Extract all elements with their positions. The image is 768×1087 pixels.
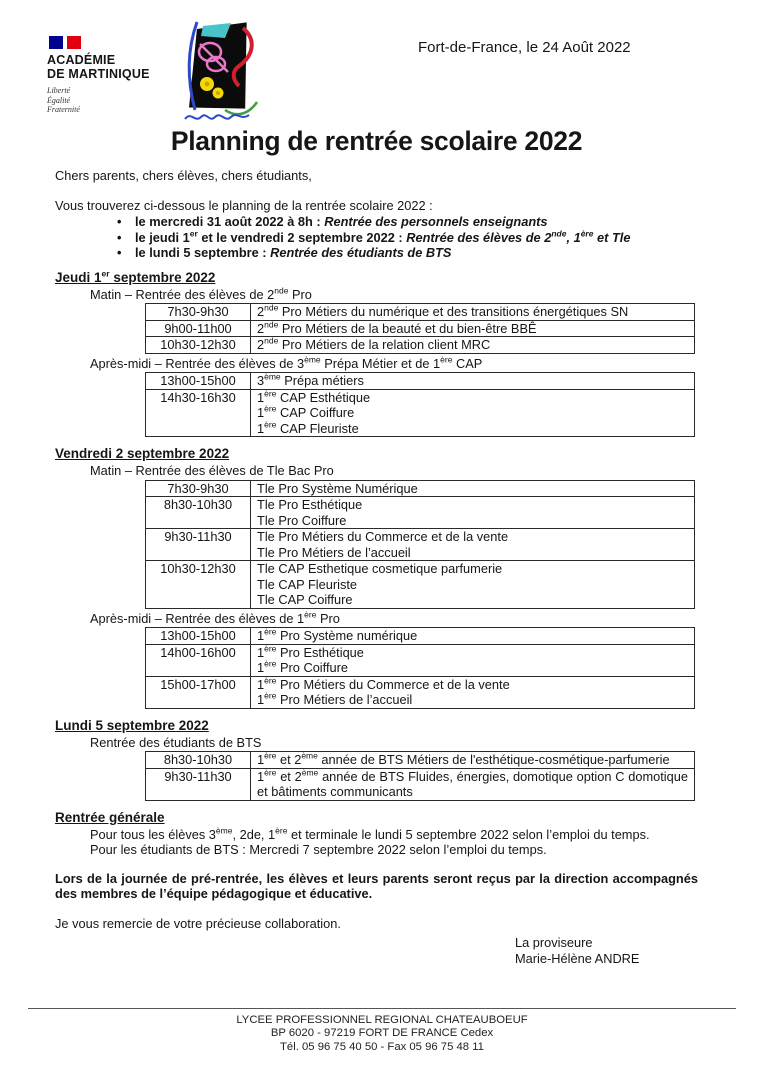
- time-slot: 10h30-12h30: [146, 337, 251, 354]
- class-line: 1ère CAP Coiffure: [257, 403, 355, 420]
- signature-name: Marie-Hélène ANDRE: [515, 951, 640, 966]
- class-line: 3ème Prépa métiers: [257, 371, 364, 388]
- flag-red-block: [67, 36, 81, 49]
- section-heading: Lundi 5 septembre 2022: [55, 717, 209, 733]
- footer-address: BP 6020 - 97219 FORT DE FRANCE Cedex: [270, 1027, 494, 1040]
- french-flag-icon: [49, 36, 177, 49]
- time-slot: 7h30-9h30: [146, 480, 251, 497]
- block-label: Après-midi – Rentrée des élèves de 1ère Pro: [90, 609, 340, 626]
- schedule-table: [145, 751, 695, 801]
- class-line: 1ère Pro Métiers du Commerce et de la vente: [257, 675, 510, 692]
- class-list: [251, 373, 695, 390]
- bullet-text: le mercredi 31 août 2022 à 8h :: [135, 214, 325, 229]
- block-label: Matin – Rentrée des élèves de Tle Bac Pro: [90, 463, 334, 478]
- time-slot: 13h00-15h00: [146, 373, 251, 390]
- signature-block: [515, 935, 698, 967]
- general-paragraph: Pour les étudiants de BTS : Mercredi 7 septembre 2022 selon l’emploi du temps.: [90, 842, 547, 857]
- flag-blue-block: [49, 36, 63, 49]
- bullet-item: [115, 214, 698, 230]
- class-line: 1ère et 2ème année de BTS Fluides, énergies, domotique option C domotique et bâtiments communicants: [257, 767, 688, 799]
- schedule-table: [145, 627, 695, 709]
- class-line: Tle CAP Fleuriste: [257, 576, 358, 592]
- school-logo: [173, 20, 261, 132]
- signature-role: La proviseure: [515, 935, 593, 950]
- time-slot: 14h00-16h00: [146, 644, 251, 676]
- section-lundi: [55, 718, 698, 801]
- section-heading: Jeudi 1er septembre 2022: [55, 268, 216, 285]
- bullet-text: le lundi 5 septembre :: [135, 245, 271, 260]
- motto-line: Égalité: [47, 95, 71, 105]
- time-slot: 10h30-12h30: [146, 561, 251, 609]
- class-list: [251, 497, 695, 529]
- schedule-row: [146, 304, 695, 321]
- schedule-row: [146, 497, 695, 529]
- section-heading: Rentrée générale: [55, 809, 165, 825]
- class-line: 1ère Pro Coiffure: [257, 658, 349, 675]
- footer-school-name: LYCEE PROFESSIONNEL REGIONAL CHATEAUBOEUF: [236, 1013, 528, 1026]
- schedule-row: [146, 337, 695, 354]
- block-label: Rentrée des étudiants de BTS: [90, 734, 262, 750]
- class-list: [251, 644, 695, 676]
- motto: [47, 86, 177, 115]
- time-slot: 7h30-9h30: [146, 304, 251, 321]
- class-line: Tle Pro Coiffure: [257, 512, 347, 528]
- motto-line: Liberté: [47, 86, 71, 95]
- footer: [28, 1008, 736, 1054]
- letterhead: [47, 28, 698, 124]
- class-line: 1ère Pro Esthétique: [257, 643, 364, 660]
- schedule-row: [146, 768, 695, 800]
- class-line: 1ère CAP Fleuriste: [257, 419, 359, 436]
- class-line: 1ère Pro Métiers de l’accueil: [257, 690, 413, 707]
- salutation: Chers parents, chers élèves, chers étudiants,: [55, 168, 312, 183]
- bullet-item: [115, 245, 698, 261]
- section-jeudi: [55, 270, 698, 438]
- block-label: Matin – Rentrée des élèves de 2nde Pro: [90, 285, 312, 302]
- class-line: 1ère Pro Système numérique: [257, 626, 418, 643]
- time-slot: 8h30-10h30: [146, 497, 251, 529]
- class-list: [251, 320, 695, 337]
- class-line: Tle Pro Métiers du Commerce et de la vente: [257, 529, 509, 544]
- class-list: [251, 337, 695, 354]
- time-slot: 13h00-15h00: [146, 628, 251, 645]
- class-list: [251, 676, 695, 708]
- class-list: [251, 561, 695, 609]
- class-line: 2nde Pro Métiers du numérique et des transitions énergétiques SN: [257, 302, 629, 319]
- bullet-emphasis: Rentrée des personnels enseignants: [324, 214, 548, 229]
- schedule-table: [145, 303, 695, 354]
- schedule-table: [145, 480, 695, 609]
- class-list: [251, 768, 695, 800]
- section-heading: Vendredi 2 septembre 2022: [55, 446, 230, 461]
- place-date: Fort-de-France, le 24 Août 2022: [418, 39, 631, 56]
- class-list: [251, 389, 695, 437]
- pre-rentree-notice: Lors de la journée de pré-rentrée, les élèves et leurs parents seront reçus par la direction accompagnés des membres de l’équipe pédagogique et éducative.: [55, 870, 698, 901]
- class-line: Tle Pro Système Numérique: [257, 480, 418, 496]
- academy-name-line2: DE MARTINIQUE: [47, 67, 150, 81]
- general-paragraph: Pour tous les élèves 3ème, 2de, 1ère et terminale le lundi 5 septembre 2022 selon l’emploi du temps.: [90, 825, 650, 842]
- class-list: [251, 529, 695, 561]
- class-line: Tle Pro Esthétique: [257, 497, 363, 512]
- schedule-row: [146, 752, 695, 769]
- section-vendredi: [55, 446, 698, 709]
- schedule-row: [146, 628, 695, 645]
- time-slot: 9h30-11h30: [146, 529, 251, 561]
- class-list: [251, 480, 695, 497]
- footer-phone-fax: Tél. 05 96 75 40 50 - Fax 05 96 75 48 11: [280, 1040, 484, 1053]
- class-line: Tle CAP Coiffure: [257, 592, 353, 607]
- block-label: Après-midi – Rentrée des élèves de 3ème Prépa Métier et de 1ère CAP: [90, 354, 483, 371]
- bullet-emphasis: Rentrée des étudiants de BTS: [270, 245, 452, 260]
- class-line: Tle CAP Esthetique cosmetique parfumerie: [257, 561, 503, 576]
- class-line: 2nde Pro Métiers de la relation client MRC: [257, 335, 491, 352]
- schedule-table: [145, 372, 695, 437]
- schedule-row: [146, 320, 695, 337]
- schedule-row: [146, 644, 695, 676]
- bullet-text: le jeudi 1er et le vendredi 2 septembre 2022 :: [135, 228, 407, 245]
- class-line: 2nde Pro Métiers de la beauté et du bien-être BBÊ: [257, 319, 537, 336]
- academy-name-line1: ACADÉMIE: [47, 53, 116, 67]
- schedule-row: [146, 529, 695, 561]
- lead-sentence: Vous trouverez ci-dessous le planning de la rentrée scolaire 2022 :: [55, 197, 433, 213]
- class-line: 1ère et 2ème année de BTS Métiers de l'esthétique-cosmétique-parfumerie: [257, 750, 670, 767]
- class-line: Tle Pro Métiers de l’accueil: [257, 544, 411, 560]
- bullet-item: [115, 230, 698, 246]
- bullet-emphasis: Rentrée des élèves de 2nde, 1ère et Tle: [406, 228, 631, 245]
- rentree-bullet-list: [55, 214, 698, 261]
- time-slot: 8h30-10h30: [146, 752, 251, 769]
- chateauboeuf-graffiti-logo-icon: [173, 20, 261, 128]
- class-list: [251, 304, 695, 321]
- time-slot: 15h00-17h00: [146, 676, 251, 708]
- section-rentree-generale: [55, 810, 698, 858]
- schedule-row: [146, 480, 695, 497]
- schedule-row: [146, 373, 695, 390]
- republique-logo: [47, 36, 177, 115]
- time-slot: 9h30-11h30: [146, 768, 251, 800]
- class-list: [251, 752, 695, 769]
- page-title: Planning de rentrée scolaire 2022: [170, 126, 583, 156]
- class-list: [251, 628, 695, 645]
- schedule-row: [146, 676, 695, 708]
- schedule-row: [146, 561, 695, 609]
- motto-line: Fraternité: [47, 105, 80, 114]
- schedule-row: [146, 389, 695, 437]
- time-slot: 14h30-16h30: [146, 389, 251, 437]
- time-slot: 9h00-11h00: [146, 320, 251, 337]
- closing-thanks: Je vous remercie de votre précieuse collaboration.: [55, 915, 341, 931]
- class-line: 1ère CAP Esthétique: [257, 388, 371, 405]
